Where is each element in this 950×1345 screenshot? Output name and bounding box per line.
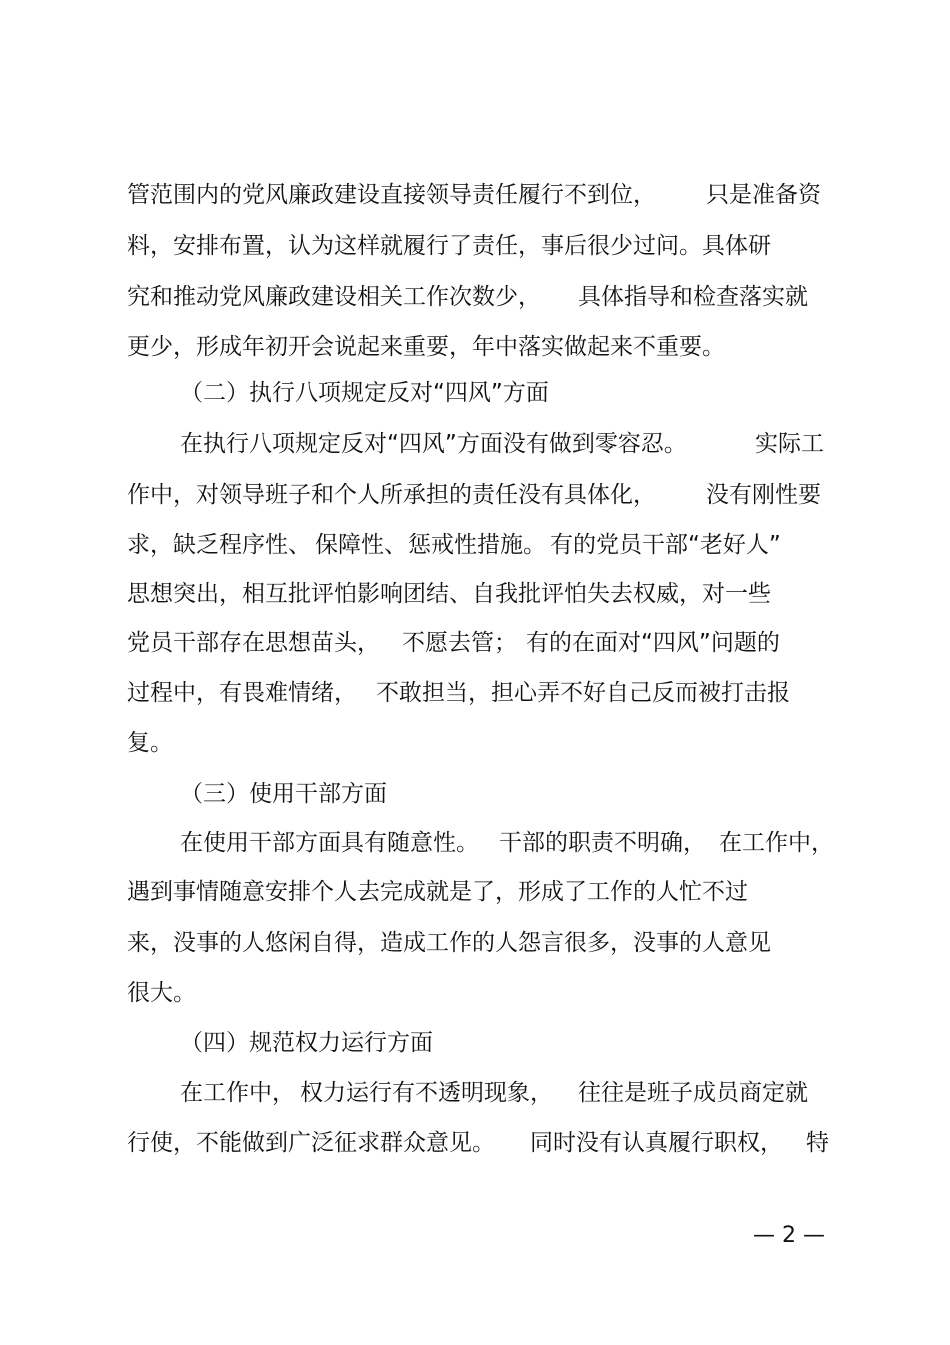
text-line-19: [0, 1078, 950, 1108]
text-segment: 往往是班子成员商定就: [578, 1080, 808, 1106]
text-segment: 没有刚性要: [706, 482, 821, 508]
text-segment: 求，缺乏程序性、: [127, 532, 311, 558]
text-line-10: [0, 628, 950, 658]
text-line-6: [0, 429, 950, 459]
text-segment: 思想突出，相互批评怕影响团结、自我批评怕失去权威，对一些: [127, 581, 771, 607]
text-segment: 在工作中，: [180, 1080, 295, 1106]
text-line-17: [0, 978, 950, 1008]
section-heading-4: [0, 1028, 950, 1058]
text-segment: 料，安排布置，认为这样就履行了责任，事后很少过问。具体研: [127, 233, 771, 259]
text-line-2: [0, 231, 950, 261]
text-line-4: [0, 332, 950, 362]
text-segment: 管范围内的党风廉政建设直接领导责任履行不到位，: [127, 182, 656, 208]
text-line-15: [0, 877, 950, 907]
text-segment: 来，没事的人悠闲自得，造成工作的人怨言很多，没事的人意见: [127, 930, 771, 956]
heading-text: （四）规范权力运行方面: [180, 1030, 433, 1056]
text-segment: 在执行八项规定反对“四风”方面没有做到零容忍。: [180, 431, 687, 457]
text-segment: 具体指导和检查落实就: [578, 284, 808, 310]
text-segment: 不愿去管；: [402, 630, 517, 656]
text-line-7: [0, 480, 950, 510]
text-segment: 惩戒性措施。: [408, 532, 546, 558]
text-segment: 行使，不能做到广泛征求群众意见。: [127, 1130, 495, 1156]
text-segment: 保障性、: [315, 532, 407, 558]
text-segment: 遇到事情随意安排个人去完成就是了，形成了工作的人忙不过: [127, 879, 748, 905]
text-segment: 干部的职责不明确，: [499, 830, 706, 856]
text-segment: 不敢担当，担心弄不好自己反而被打击报: [376, 680, 790, 706]
text-line-1: [0, 180, 950, 210]
text-segment: 特: [806, 1130, 829, 1156]
section-heading-2: [0, 378, 950, 408]
text-line-3: [0, 282, 950, 312]
text-line-14: [0, 828, 950, 858]
text-segment: 作中，对领导班子和个人所承担的责任没有具体化，: [127, 482, 656, 508]
text-segment: 在工作中，: [719, 830, 834, 856]
text-line-16: [0, 928, 950, 958]
text-line-8: [0, 530, 950, 560]
text-segment: 权力运行有不透明现象，: [300, 1080, 553, 1106]
text-segment: 更少，形成年初开会说起来重要，年中落实做起来不重要。: [127, 334, 725, 360]
heading-text: （二）执行八项规定反对“四风”方面: [180, 380, 549, 406]
text-segment: 很大。: [127, 980, 196, 1006]
section-heading-3: [0, 779, 950, 809]
heading-text: （三）使用干部方面: [180, 781, 387, 807]
text-segment: 在使用干部方面具有随意性。: [180, 830, 479, 856]
text-line-11: [0, 678, 950, 708]
text-segment: 党员干部存在思想苗头，: [127, 630, 380, 656]
text-segment: 实际工: [755, 431, 824, 457]
text-line-20: [0, 1128, 950, 1158]
text-segment: 只是准备资: [706, 182, 821, 208]
page-number: — 2 —: [753, 1223, 825, 1248]
text-segment: 同时没有认真履行职权，: [530, 1130, 783, 1156]
text-segment: 究和推动党风廉政建设相关工作次数少，: [127, 284, 541, 310]
text-line-12: [0, 728, 950, 758]
text-segment: 过程中，有畏难情绪，: [127, 680, 357, 706]
text-segment: 有的党员干部“老好人”: [550, 532, 781, 558]
text-segment: 有的在面对“四风”问题的: [526, 630, 780, 656]
text-segment: 复。: [127, 730, 173, 756]
text-line-9: [0, 579, 950, 609]
